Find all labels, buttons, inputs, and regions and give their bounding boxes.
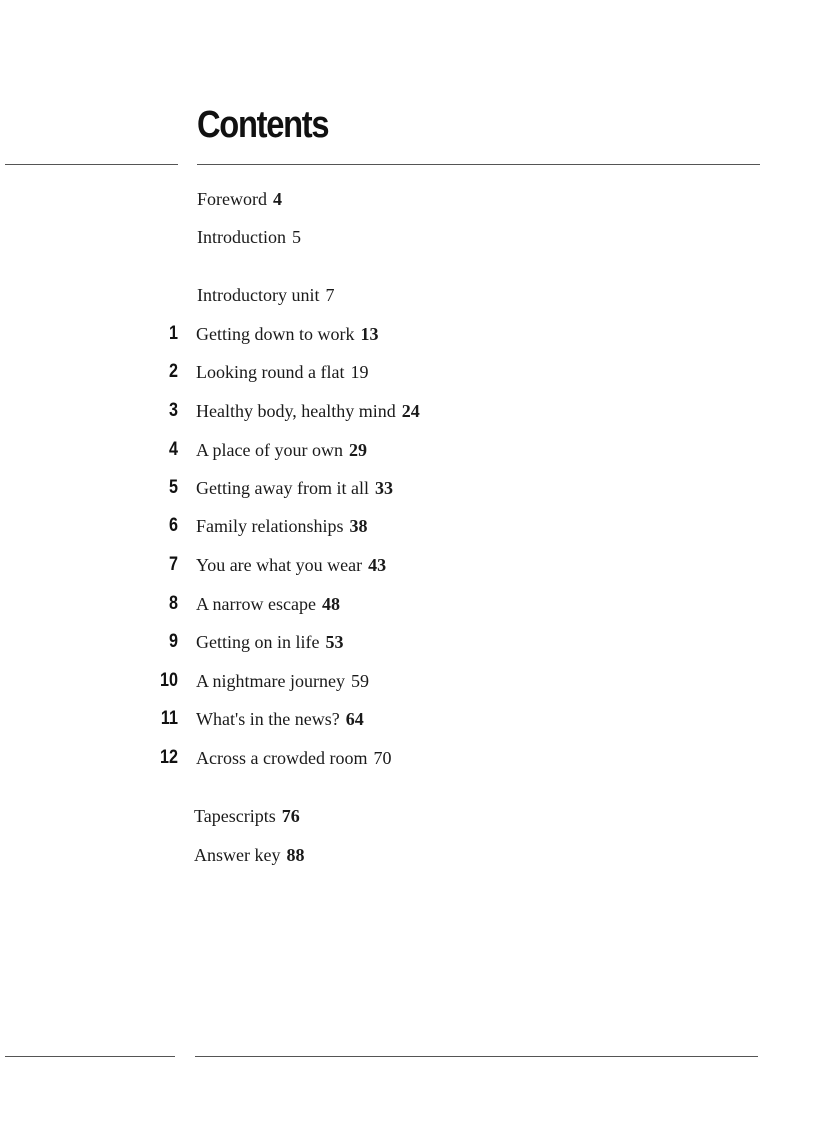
entry-page-number: 76 [281,806,300,826]
entry-page-number: 33 [374,478,393,498]
entry-label: You are what you wear [196,555,363,575]
unit-number: 12 [160,747,178,768]
entry-page-number: 59 [350,671,369,691]
unit-number: 5 [169,477,178,498]
entry-page-number: 19 [350,362,369,382]
unit-number: 9 [169,631,178,652]
back-matter-entry[interactable] [194,804,300,828]
unit-entry[interactable] [196,553,386,577]
entry-label: What's in the news? [196,709,340,729]
front-matter-entry[interactable] [197,187,282,211]
entry-page-number: 13 [360,324,379,344]
entry-page-number: 29 [348,440,367,460]
entry-label: Introduction [197,227,286,247]
unit-entry[interactable] [196,514,368,538]
entry-label: Getting down to work [196,324,355,344]
unit-entry[interactable] [196,669,369,693]
unit-entry[interactable] [196,707,364,731]
entry-page-number: 70 [373,748,392,768]
entry-page-number: 88 [286,845,305,865]
back-matter-entry[interactable] [194,843,304,867]
unit-entry[interactable] [196,360,368,384]
entry-label: Introductory unit [197,285,320,305]
unit-entry[interactable] [196,592,340,616]
entry-label: Tapescripts [194,806,276,826]
entry-page-number: 64 [345,709,364,729]
page-title: Contents [197,104,329,146]
entry-page-number: 5 [291,227,301,247]
entry-label: Family relationships [196,516,344,536]
bottom-rule-left [5,1056,175,1057]
unit-number: 6 [169,515,178,536]
unit-number: 1 [169,323,178,344]
entry-label: Getting on in life [196,632,320,652]
entry-label: A narrow escape [196,594,316,614]
entry-label: Getting away from it all [196,478,369,498]
unit-number: 10 [160,670,178,691]
entry-label: Across a crowded room [196,748,368,768]
entry-page-number: 48 [321,594,340,614]
unit-entry[interactable] [196,476,393,500]
entry-page-number: 53 [325,632,344,652]
top-rule-left [5,164,178,165]
entry-label: A nightmare journey [196,671,345,691]
unit-number: 4 [169,439,178,460]
entry-page-number: 4 [273,189,282,209]
unit-number: 7 [169,554,178,575]
entry-label: Answer key [194,845,281,865]
unit-entry[interactable] [196,399,420,423]
front-matter-entry[interactable] [197,283,334,307]
front-matter-entry[interactable] [197,225,301,249]
entry-page-number: 7 [325,285,335,305]
entry-label: Healthy body, healthy mind [196,401,396,421]
entry-label: Looking round a flat [196,362,345,382]
unit-entry[interactable] [196,322,378,346]
unit-number: 8 [169,593,178,614]
bottom-rule-right [195,1056,758,1057]
unit-entry[interactable] [196,746,391,770]
entry-page-number: 24 [401,401,420,421]
top-rule-right [197,164,760,165]
unit-number: 2 [169,361,178,382]
entry-page-number: 43 [368,555,387,575]
unit-entry[interactable] [196,630,343,654]
entry-label: Foreword [197,189,267,209]
unit-number: 3 [169,400,178,421]
unit-number: 11 [160,708,178,729]
unit-entry[interactable] [196,438,367,462]
entry-label: A place of your own [196,440,343,460]
entry-page-number: 38 [349,516,368,536]
